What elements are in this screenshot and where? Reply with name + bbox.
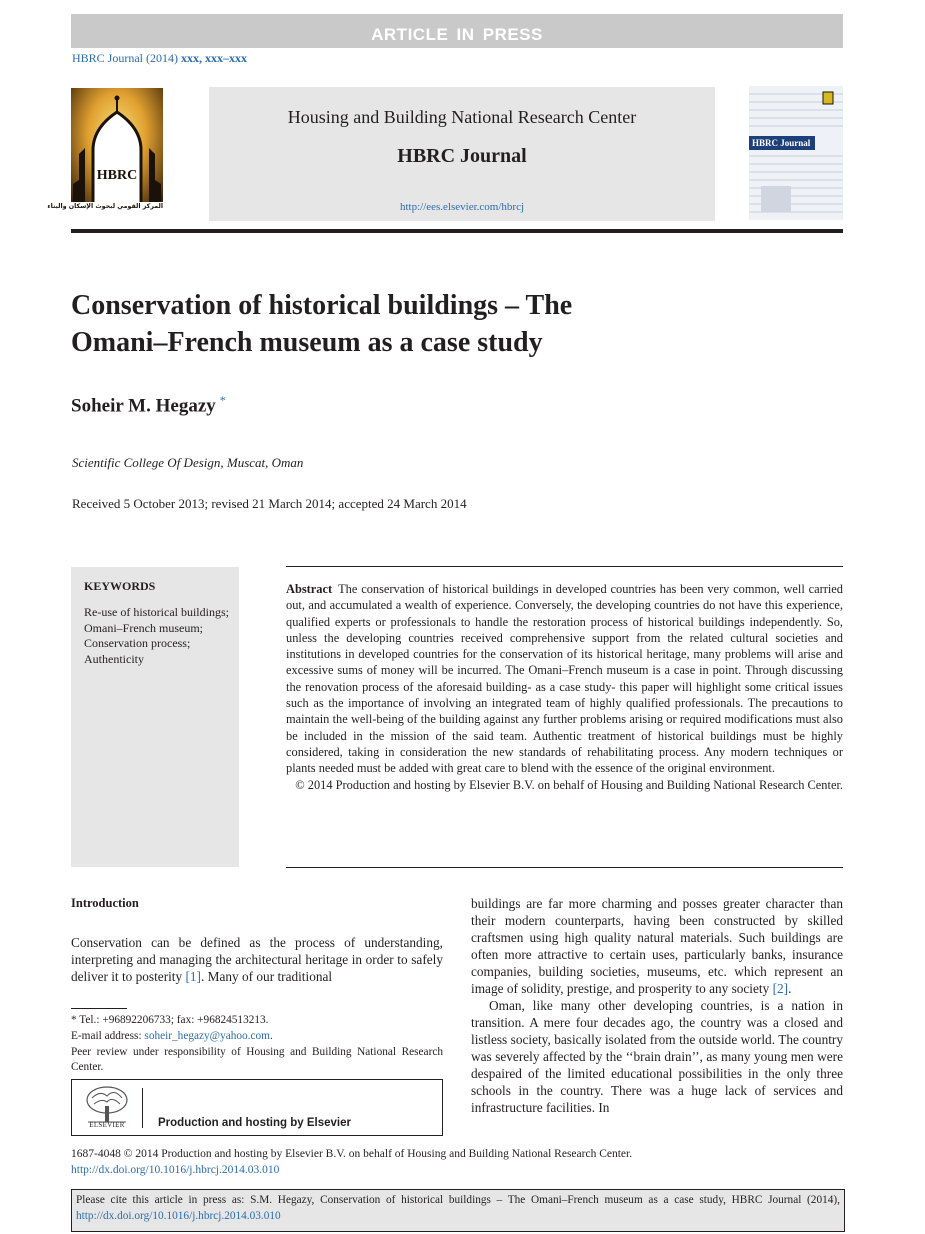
cover-graphic xyxy=(749,86,843,220)
keyword-item: Re-use of historical buildings; xyxy=(84,605,229,619)
logo-wordmark: HBRC xyxy=(96,168,138,183)
cite-this-article-box xyxy=(71,1189,845,1232)
footnote-peer-review: Peer review under responsibility of Housing and Building National Research Center. xyxy=(71,1046,443,1073)
abstract-copyright: © 2014 Production and hosting by Elsevier B.V. on behalf of Housing and Building National Research Center. xyxy=(295,777,843,792)
cite-doi-link[interactable]: http://dx.doi.org/10.1016/j.hbrcj.2014.03.010 xyxy=(76,1209,281,1222)
paragraph-text: buildings are far more charming and posses greater character than their modern counterparts, having been constructed by skilled craftsmen using high quality natural materials. Such buildings are often more attractive to certain uses, particularly banks, insurance companies, building societies, museums, etc. which represent an image of solidity, prestige, and prosperity to any society xyxy=(471,896,843,996)
production-hosting-text: Production and hosting by Elsevier xyxy=(158,1117,351,1129)
paragraph-text: Oman, like many other developing countries, is a nation in transition. A mere four decades ago, the country was a closed and listless society, basically isolated from the outside world. The country was severely affected by the ‘‘brain drain’’, as many young men were despaired of the limited educational possibilities in the only three schools in the country. There was a huge lack of services and infrastructure facilities. In xyxy=(471,998,843,1115)
abstract-top-rule xyxy=(286,566,843,567)
author-name: Soheir M. Hegazy xyxy=(71,395,216,417)
elsevier-separator xyxy=(142,1088,143,1128)
affiliation: Scientific College Of Design, Muscat, Oman xyxy=(72,455,304,470)
body-right-column xyxy=(471,895,843,1116)
reference-link[interactable]: [2] xyxy=(772,981,789,996)
reference-link[interactable]: [1] xyxy=(185,969,201,984)
intro-text: Conservation can be defined as the process of understanding, interpreting and managing the architectural heritage in order to safely deliver it to posterity xyxy=(71,935,443,984)
keyword-item: Authenticity xyxy=(84,651,144,666)
cover-label: HBRC Journal xyxy=(752,138,811,148)
abstract-label: Abstract xyxy=(286,582,333,596)
abstract xyxy=(286,581,843,793)
footnotes xyxy=(71,1013,443,1076)
volume-pages: xxx, xxx–xxx xyxy=(181,51,247,65)
issn-line: 1687-4048 © 2014 Production and hosting by Elsevier B.V. on behalf of Housing and Building National Research Center. xyxy=(71,1148,633,1160)
intro-text-end: . Many of our traditional xyxy=(201,969,333,984)
corresponding-author-mark[interactable]: * xyxy=(219,393,226,407)
title-line-1: Conservation of historical buildings – The xyxy=(71,290,573,321)
hbrc-logo xyxy=(47,88,163,220)
keyword-item: Omani–French museum; xyxy=(84,620,203,635)
keywords-heading: KEYWORDS xyxy=(84,579,156,593)
title-line-2: Omani–French museum as a case study xyxy=(71,327,543,358)
received-dates: Received 5 October 2013; revised 21 March 2014; accepted 24 March 2014 xyxy=(72,496,467,511)
institution-name: Housing and Building National Research Center xyxy=(287,107,637,127)
article-in-press-banner: ARTICLE IN PRESS xyxy=(71,14,843,48)
abstract-bottom-rule xyxy=(286,867,843,868)
email-end: . xyxy=(269,1030,273,1042)
elsevier-wordmark: ELSEVIER xyxy=(89,1121,125,1129)
footnote-tel: * Tel.: +96892206733; fax: +96824513213. xyxy=(71,1014,269,1026)
issn-copyright xyxy=(71,1147,632,1178)
header-rule xyxy=(71,229,843,233)
author xyxy=(71,393,226,417)
email-label: E-mail address: xyxy=(71,1030,145,1042)
running-head-citation[interactable] xyxy=(72,51,247,66)
journal-year: HBRC Journal (2014) xyxy=(72,51,178,65)
introduction-heading: Introduction xyxy=(71,896,139,910)
keyword-item: Conservation process; xyxy=(84,636,191,650)
journal-header-panel xyxy=(209,87,715,221)
doi-link[interactable]: http://dx.doi.org/10.1016/j.hbrcj.2014.03.010 xyxy=(71,1163,280,1176)
journal-cover-thumbnail xyxy=(749,86,843,220)
journal-url-link[interactable]: http://ees.elsevier.com/hbrcj xyxy=(399,201,525,213)
journal-name: HBRC Journal xyxy=(397,145,527,167)
article-title xyxy=(71,287,691,361)
keywords-panel xyxy=(71,567,239,867)
hbrc-logo-graphic xyxy=(47,88,163,220)
paragraph-end: . xyxy=(788,981,792,996)
abstract-text: The conservation of historical buildings in developed countries has been very common, well carried out, and accumulated a wealth of experience. Conversely, the developing countries do not have this experience, qualified experts or professionals to handle the restoration process of historical buildings independently. So, unless the developing countries received comprehensive support from the related cultural societies and institutions in developed countries for the conservation of its historical heritage, many problems will arise and excessive sums of money will be incurred. The Omani–French museum is a case in point. Through discussing the renovation process of the aforesaid building- as a case study- this paper will highlight some critical issues such as the importance of involving an integrated team of highly qualified professionals. The precautions to maintain the well-being of the building against any further problems arising or required modifications must also be included in the mission of the said team. Authentic treatment of historical buildings must be highly considered, taking in consideration the new standards of rehabilitating process. Any modern techniques or plants needed must be added with great care to blend with the essence of the original environment. xyxy=(286,582,843,776)
logo-arabic-text: المركز القومي لبحوث الإسكان والبناء xyxy=(47,203,163,210)
body-left-column xyxy=(71,934,443,985)
footnote-rule xyxy=(71,1008,127,1009)
footnote-email xyxy=(71,1029,443,1044)
cite-text: Please cite this article in press as: S.M. Hegazy, Conservation of historical buildings – The Omani–French museum as a case study, HBRC Journal (2014), xyxy=(76,1194,840,1206)
email-link[interactable]: soheir_hegazy@yahoo.com xyxy=(144,1030,270,1042)
keywords-list xyxy=(84,605,234,667)
elsevier-production-box xyxy=(71,1079,443,1136)
